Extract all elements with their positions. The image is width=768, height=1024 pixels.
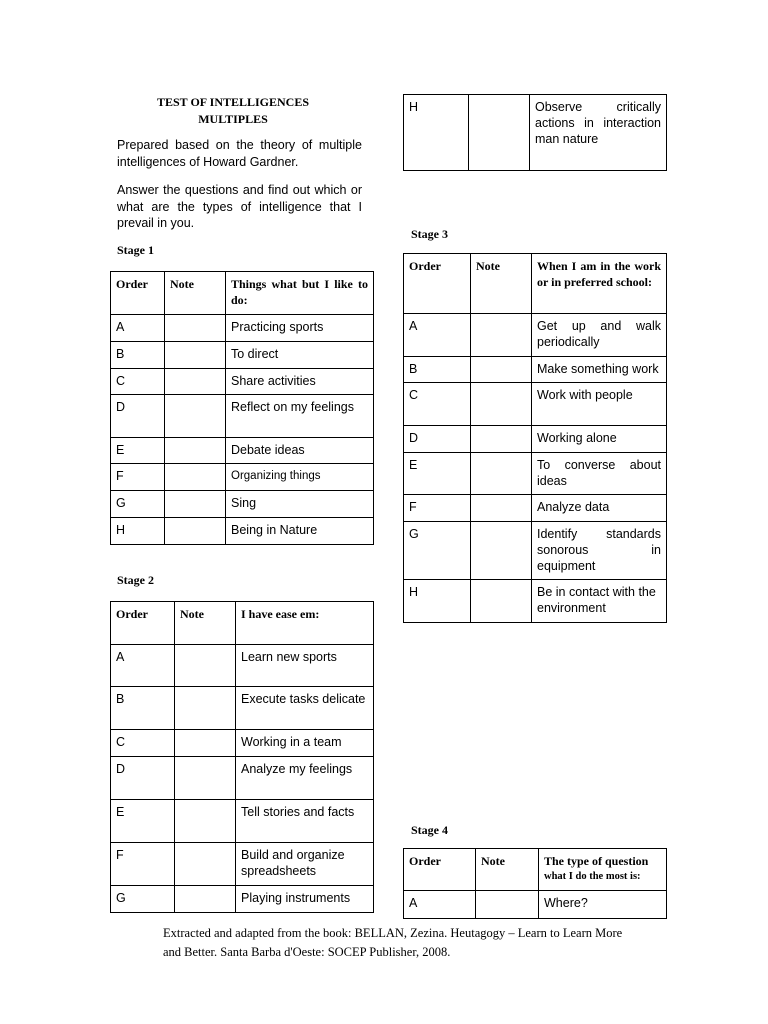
note-cell[interactable] — [471, 314, 532, 357]
note-header: Note — [476, 849, 539, 891]
order-header: Order — [404, 849, 476, 891]
order-cell: C — [404, 383, 471, 426]
title-line-2: MULTIPLES — [198, 112, 268, 126]
note-cell[interactable] — [175, 843, 236, 886]
item-cell: To converse about ideas — [532, 453, 667, 495]
item-header-main: The type of question — [544, 854, 649, 868]
table-row — [404, 357, 667, 383]
table-row — [404, 426, 667, 453]
order-header: Order — [111, 602, 175, 645]
item-cell: Analyze my feelings — [236, 757, 374, 800]
table-row — [404, 453, 667, 495]
note-cell[interactable] — [175, 687, 236, 730]
note-cell[interactable] — [471, 495, 532, 522]
table-header-row — [404, 849, 667, 891]
item-cell: Be in contact with the environment — [532, 580, 667, 623]
item-cell: Identify standards sonorous in equipment — [532, 522, 667, 580]
item-cell: To direct — [226, 342, 374, 369]
order-cell: G — [111, 491, 165, 518]
note-header: Note — [471, 254, 532, 314]
table-row — [111, 464, 374, 491]
note-header: Note — [165, 272, 226, 315]
item-header: Things what but I like to do: — [226, 272, 374, 315]
order-cell: D — [111, 757, 175, 800]
stage-2-continued-table — [403, 94, 667, 171]
stage-4-table — [403, 848, 667, 919]
note-cell[interactable] — [165, 395, 226, 438]
note-cell[interactable] — [175, 886, 236, 913]
table-row — [111, 315, 374, 342]
table-row — [111, 800, 374, 843]
order-cell: G — [111, 886, 175, 913]
stage-3-label: Stage 3 — [411, 227, 448, 241]
order-cell: E — [404, 453, 471, 495]
note-cell[interactable] — [165, 491, 226, 518]
note-cell[interactable] — [469, 95, 530, 171]
table-row — [111, 645, 374, 687]
table-row — [404, 95, 667, 171]
order-cell: F — [111, 843, 175, 886]
stage-2-label: Stage 2 — [117, 573, 154, 587]
item-cell: Get up and walk periodically — [532, 314, 667, 357]
item-cell: Sing — [226, 491, 374, 518]
item-header-sub: what I do the most is: — [544, 871, 641, 882]
table-header-row — [111, 272, 374, 315]
table-row — [404, 891, 667, 919]
citation-line-2: and Better. Santa Barba d'Oeste: SOCEP Publisher, 2008. — [163, 945, 451, 959]
item-cell: Practicing sports — [226, 315, 374, 342]
item-header: When I am in the work or in preferred school: — [532, 254, 667, 314]
order-header: Order — [111, 272, 165, 315]
source-citation — [163, 924, 693, 962]
note-cell[interactable] — [476, 891, 539, 919]
note-cell[interactable] — [471, 357, 532, 383]
note-cell[interactable] — [165, 315, 226, 342]
item-header: I have ease em: — [236, 602, 374, 645]
item-cell: Execute tasks delicate — [236, 687, 374, 730]
order-cell: F — [111, 464, 165, 491]
note-cell[interactable] — [471, 383, 532, 426]
table-row — [111, 369, 374, 395]
table-row — [111, 687, 374, 730]
note-cell[interactable] — [175, 645, 236, 687]
item-cell: Playing instruments — [236, 886, 374, 913]
table-row — [111, 757, 374, 800]
item-cell: Work with people — [532, 383, 667, 426]
item-cell: Where? — [539, 891, 667, 919]
note-cell[interactable] — [165, 342, 226, 369]
table-header-row — [111, 602, 374, 645]
item-cell: Debate ideas — [226, 438, 374, 464]
item-cell: Reflect on my feelings — [226, 395, 374, 438]
order-cell: A — [404, 891, 476, 919]
citation-line-1: Extracted and adapted from the book: BELLAN, Zezina. Heutagogy – Learn to Learn More — [163, 926, 623, 940]
note-cell[interactable] — [175, 800, 236, 843]
table-row — [111, 730, 374, 757]
table-row — [404, 495, 667, 522]
note-cell[interactable] — [471, 426, 532, 453]
order-cell: A — [111, 315, 165, 342]
note-header: Note — [175, 602, 236, 645]
item-cell: Working in a team — [236, 730, 374, 757]
item-cell: Build and organize spreadsheets — [236, 843, 374, 886]
note-cell[interactable] — [175, 757, 236, 800]
order-cell: F — [404, 495, 471, 522]
item-header — [539, 849, 667, 891]
note-cell[interactable] — [165, 438, 226, 464]
document-title — [116, 94, 350, 128]
order-cell: H — [404, 95, 469, 171]
table-row — [404, 383, 667, 426]
note-cell[interactable] — [471, 522, 532, 580]
table-row — [404, 580, 667, 623]
table-row — [111, 518, 374, 545]
stage-1-table — [110, 271, 374, 545]
item-cell: Being in Nature — [226, 518, 374, 545]
item-cell: Working alone — [532, 426, 667, 453]
table-row — [111, 886, 374, 913]
item-cell: Tell stories and facts — [236, 800, 374, 843]
order-cell: E — [111, 438, 165, 464]
item-cell: Analyze data — [532, 495, 667, 522]
order-cell: G — [404, 522, 471, 580]
order-cell: H — [111, 518, 165, 545]
table-row — [111, 843, 374, 886]
order-cell: C — [111, 730, 175, 757]
table-row — [111, 438, 374, 464]
order-cell: H — [404, 580, 471, 623]
order-cell: B — [404, 357, 471, 383]
item-cell: Make something work — [532, 357, 667, 383]
note-cell[interactable] — [175, 730, 236, 757]
stage-4-label: Stage 4 — [411, 823, 448, 837]
stage-3-table — [403, 253, 667, 623]
order-cell: B — [111, 342, 165, 369]
order-cell: A — [111, 645, 175, 687]
table-row — [111, 395, 374, 438]
title-line-1: TEST OF INTELLIGENCES — [156, 95, 310, 109]
item-cell: Learn new sports — [236, 645, 374, 687]
item-cell: Share activities — [226, 369, 374, 395]
note-cell[interactable] — [471, 580, 532, 623]
table-header-row — [404, 254, 667, 314]
table-row — [111, 491, 374, 518]
order-cell: A — [404, 314, 471, 357]
intro-paragraph-2: Answer the questions and find out which or what are the types of intelligence that I prevail in you. — [117, 183, 362, 230]
stage-2-table — [110, 601, 374, 913]
order-cell: B — [111, 687, 175, 730]
table-row — [404, 522, 667, 580]
table-row — [404, 314, 667, 357]
order-cell: C — [111, 369, 165, 395]
item-cell: Organizing things — [226, 464, 374, 491]
note-cell[interactable] — [165, 464, 226, 491]
item-cell: Observe critically actions in interaction man nature — [530, 95, 667, 171]
note-cell[interactable] — [165, 369, 226, 395]
note-cell[interactable] — [471, 453, 532, 495]
note-cell[interactable] — [165, 518, 226, 545]
order-cell: D — [111, 395, 165, 438]
intro-paragraph-1: Prepared based on the theory of multiple intelligences of Howard Gardner. — [117, 138, 362, 169]
order-header: Order — [404, 254, 471, 314]
order-cell: E — [111, 800, 175, 843]
stage-1-label: Stage 1 — [117, 243, 154, 257]
order-cell: D — [404, 426, 471, 453]
table-row — [111, 342, 374, 369]
